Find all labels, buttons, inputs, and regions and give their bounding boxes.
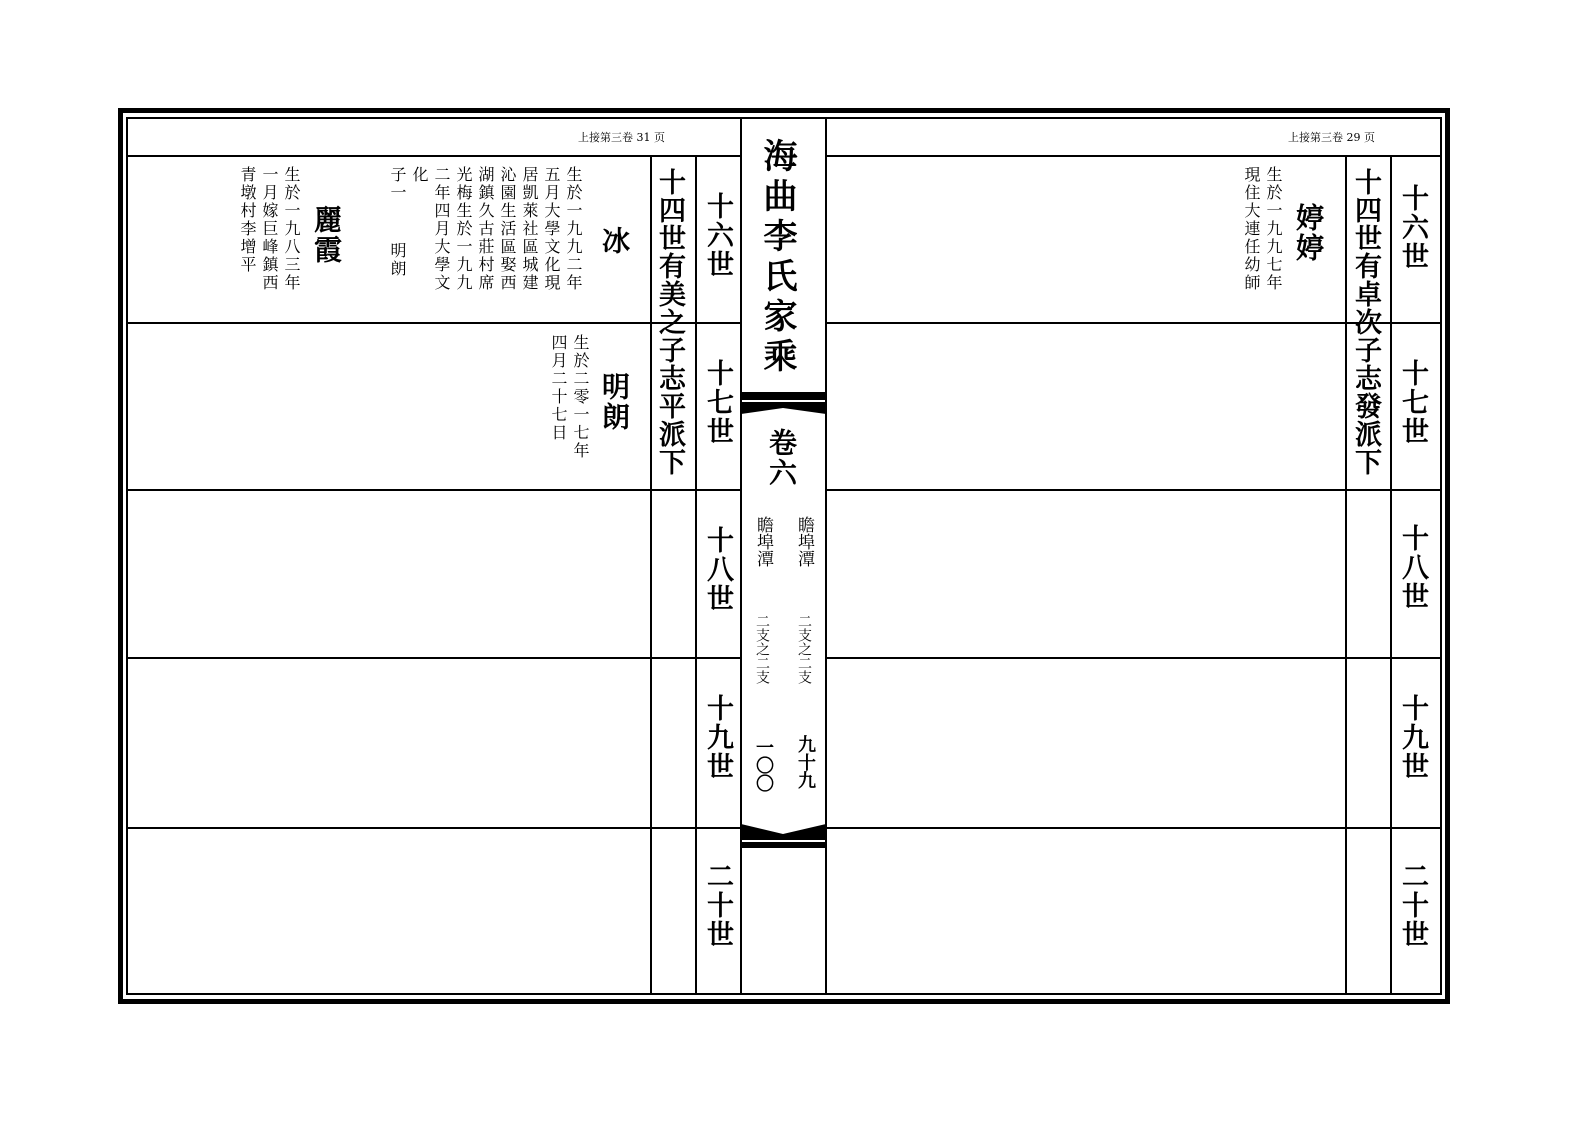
branch-column-divider <box>1345 155 1347 995</box>
spine-branch-left: 二支之二支 <box>754 614 770 684</box>
generation-17: 十七世 <box>702 359 733 446</box>
person-name-tingting: 婷婷 <box>1292 203 1325 263</box>
generation-column-divider <box>695 155 697 995</box>
spine-place-left: 瞻埠潭 <box>753 516 773 567</box>
branch-column-divider <box>650 155 652 995</box>
generation-16: 十六世 <box>702 192 733 279</box>
person-bio-lixia: 生於一九八三年 一月嫁巨峰鎮西 青墩村李增平 <box>238 166 301 292</box>
person-bio-bing: 生於一九九二年 五月大學文化現 居凱萊社區城建 沁園生活區娶西 湖鎮久古莊村席 光梅生於一九九 二年四月大學文 化 子一 <box>388 166 583 292</box>
page-number-right: 九十九 <box>795 735 816 789</box>
person-name-bing: 冰 <box>598 226 631 256</box>
spine-place-right: 瞻埠潭 <box>794 516 814 567</box>
left-page-header: 上接第三卷 31 页 <box>578 131 665 144</box>
generation-20: 二十世 <box>1397 862 1428 949</box>
right-header-divider <box>826 155 1440 157</box>
branch-title: 十四世有卓次子志發派下 <box>1350 168 1381 476</box>
generation-19: 十九世 <box>1397 694 1428 781</box>
right-page-header: 上接第三卷 29 页 <box>1288 131 1375 144</box>
row-divider <box>826 489 1440 491</box>
generation-column-divider <box>1390 155 1392 995</box>
generation-16: 十六世 <box>1397 184 1428 271</box>
person-bio-minglang: 生於二零一七年 四月二十七日 <box>549 334 590 460</box>
spine-left-edge <box>740 117 742 995</box>
spine-top-band <box>741 388 826 428</box>
spine-bottom-band <box>741 820 826 854</box>
branch-title: 十四世有美之子志平派下 <box>654 168 685 476</box>
child-name: 明朗 <box>388 242 407 278</box>
generation-18: 十八世 <box>1397 524 1428 611</box>
generation-17: 十七世 <box>1397 359 1428 446</box>
person-name-lixia: 麗霞 <box>310 205 343 265</box>
person-bio-tingting: 生於一九九七年 現住大連任幼師 <box>1242 166 1283 292</box>
person-name-minglang: 明朗 <box>598 372 631 432</box>
spine-branch-right: 二支之二支 <box>796 614 812 684</box>
volume-label: 卷六 <box>765 428 798 488</box>
book-title: 海曲李氏家乘 <box>757 138 797 378</box>
row-divider <box>826 657 1440 659</box>
row-divider <box>826 322 1440 324</box>
row-divider <box>826 827 1440 829</box>
generation-19: 十九世 <box>702 694 733 781</box>
generation-18: 十八世 <box>702 526 733 613</box>
spine-right-edge <box>825 117 827 995</box>
generation-20: 二十世 <box>702 862 733 949</box>
page-number-left: 一〇〇 <box>753 738 774 792</box>
